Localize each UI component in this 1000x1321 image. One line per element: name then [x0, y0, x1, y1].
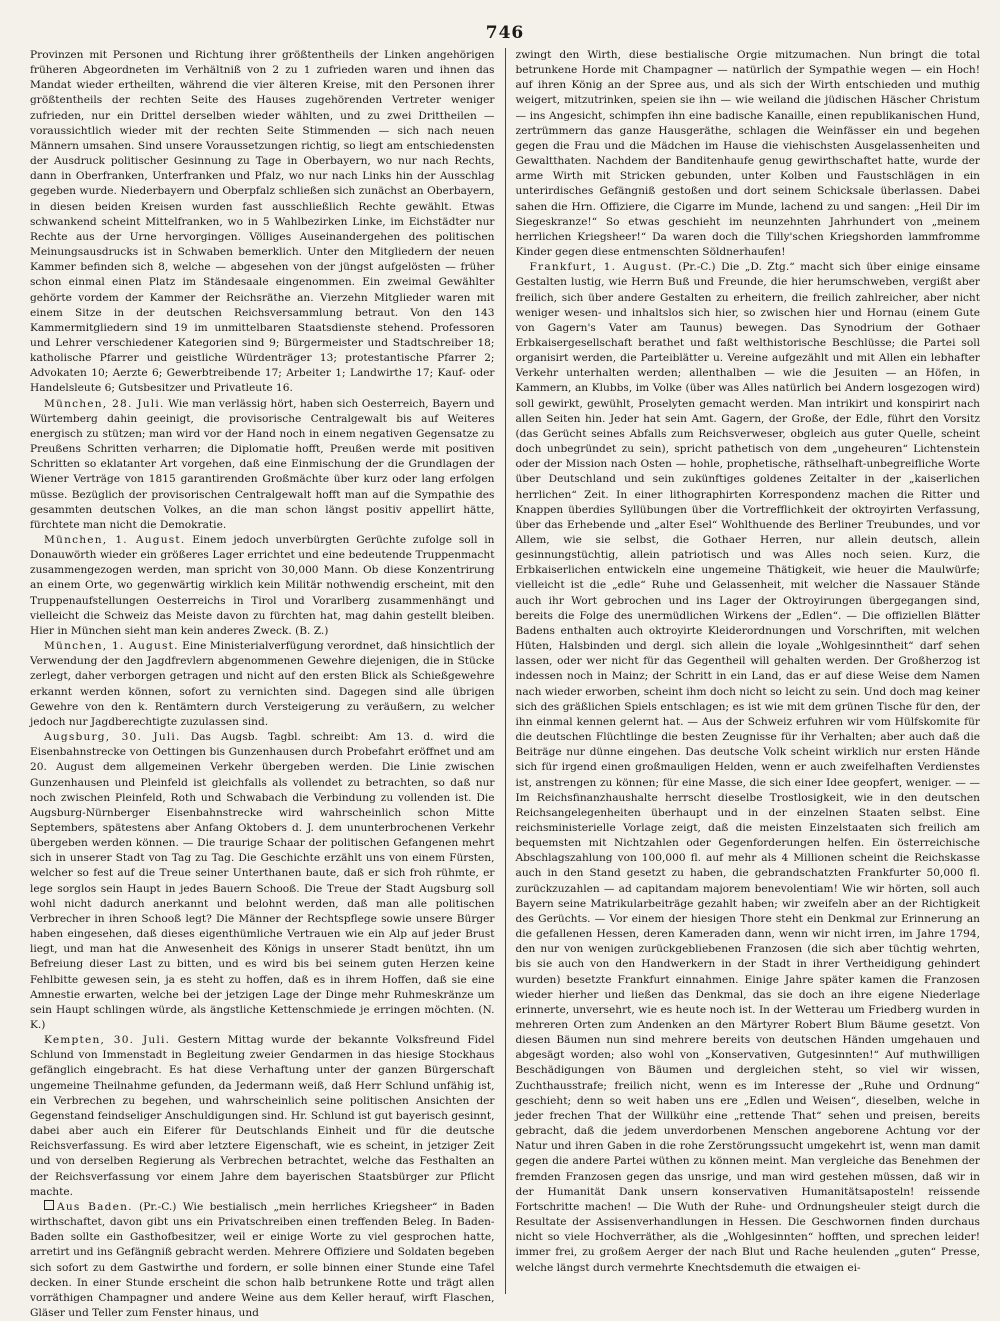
- article-paragraph: [30, 730, 495, 1033]
- right-column: [506, 48, 981, 1294]
- article-paragraph: [516, 48, 981, 260]
- article-paragraph: [30, 48, 495, 397]
- article-text: (Pr.-C.) Wie bestialisch „mein herrliches Kriegsheer“ in Baden wirthschaftet, davon gibt uns ein Privatschreiben einen treffenden Beleg. In Baden-Baden sollte ein Gasthofbesitzer, weil er einige Worte zu viel gesprochen hatte, arretirt und ins Gefängniß gebracht werden. Mehrere Offiziere und Soldaten begeben sich sofort zu dem Gastwirthe und fordern, er solle binnen einer Stunde eine Tafel decken. In einer Stunde erscheint die schon halb betrunkene Rotte und trägt allen vorräthigen Champagner und andere Weine aus dem Keller herauf, wirft Flaschen, Gläser und Teller zum Fenster hinaus, und: [30, 1200, 495, 1319]
- article-paragraph: [30, 533, 495, 639]
- square-marker-icon: [44, 1200, 54, 1210]
- dateline: Frankfurt, 1. August.: [529, 261, 673, 274]
- dateline: München, 1. August.: [44, 640, 179, 653]
- article-text: Das Augsb. Tagbl. schreibt: Am 13. d. wird die Eisenbahnstrecke von Oettingen bis Gunzenhausen durch Probefahrt eröffnet und am 20. August dem allgemeinen Verkehr übergeben werden. Die Linie zwischen Gunzenhausen und Pleinfeld ist gleichfalls als vollendet zu betrachten, so daß nur noch zwischen Pleinfeld, Roth und Schwabach die Verbindung zu vollenden ist. Die Augsburg-Nürnberger Eisenbahnstrecke wird wahrscheinlich schon Mitte Septembers, spätestens aber Anfang Oktobers d. J. dem ununterbrochenen Verkehr übergeben werden können. — Die traurige Schaar der politischen Gefangenen mehrt sich in unserer Stadt von Tag zu Tag. Die Geschichte erzählt uns von einem Fürsten, welcher so fest auf die Treue seiner Unterthanen baute, daß er sich froh rühmte, er lege sorglos sein Haupt in jedes Bauern Schooß. Die Treue der Stadt Augsburg soll wohl nicht dadurch anerkannt und belohnt werden, daß man alle politischen Verbrecher in ihren Schooß legt? Die Männer der Rechtspflege sowie unsere Bürger haben eingesehen, daß dieses eigenthümliche Vertrauen wie ein Alp auf jeder Brust liegt, und man hat die Anwesenheit des Königs in unserer Stadt benützt, ihn um Befreiung dieser Last zu bitten, und es wird bis bei seinem guten Herzen keine Fehlbitte gewesen sein, ja es steht zu hoffen, daß es in ihrem Hoffen, daß sie eine Amnestie erwarten, welche bei der jetzigen Lage der Dinge mehr Ruhmeskränze um sein Haupt schlingen würde, als ängstliche Kettenschmiede je erringen möchten. (N. K.): [30, 731, 495, 1031]
- article-text: Wie man verlässig hört, haben sich Oesterreich, Bayern und Würtemberg dahin geeinigt, die provisorische Centralgewalt bis auf Weiteres energisch zu stützen; man wird vor der Hand noch in einem negativen Gegensatze zu Preußens Schritten verharren; die Diplomatie hofft, Preußen werde mit positiven Schritten so eklatanter Art vorgehen, daß eine Einmischung der die Grundlagen der Wiener Verträge von 1815 garantirenden Großmächte über kurz oder lang erfolgen müsse. Bezüglich der provisorischen Centralgewalt hofft man auf die Sympathie des gesammten deutschen Volkes, an die man schon längst positiv appellirt hätte, fürchtete man nicht die Demokratie.: [30, 397, 495, 531]
- article-text: Provinzen mit Personen und Richtung ihrer größtentheils der Linken angehörigen früheren Abgeordneten im Verhältniß von 2 zu 1 zufrieden waren und ihnen das Mandat wieder ertheilten, während die vier älteren Kreise, mit den Personen ihrer größtentheils der rechten Seite des Hauses zugehörenden Vertreter weniger zufrieden, nur ein Drittel derselben wieder wählten, und zu zwei Drittheilen — voraussichtlich wieder mit der rechten Seite Stimmenden — sich nach neuen Männern umsahen. Sind unsere Voraussetzungen richtig, so liegt am entschiedensten der Ausdruck politischer Gesinnung zu Tage in Oberbayern, wo nur nach Rechts, dann in Oberfranken, Unterfranken und Pfalz, wo nur nach Links hin der Ausschlag gegeben wurde. Niederbayern und Oberpfalz schließen sich zunächst an Oberbayern, in diesen beiden Kreisen wurden fast ausschließlich Rechte gewählt. Etwas schwankend scheint Mittelfranken, wo in 5 Wahlbezirken Linke, im Eichstädter nur Rechte aus der Urne hervorgingen. Völliges Auseinandergehen des politischen Meinungsausdrucks ist in Schwaben bemerklich. Unter den Mitgliedern der neuen Kammer befinden sich 8, welche — abgesehen von der jüngst aufgelösten — früher schon einmal einen Platz im Ständesaale eingenommen. Ein zweimal Gewählter gehörte vordem der Kammer der Reichsräthe an. Vierzehn Mitglieder waren mit einem Sitze in der deutschen Reichsversammlung betraut. Von den 143 Kammermitgliedern sind 19 im unmittelbaren Staatsdienste stehend. Professoren und Lehrer verschiedener Kategorien sind 9; Bürgermeister und Stadtschreiber 18; katholische Pfarrer und geistliche Würdenträger 13; protestantische Pfarrer 2; Advokaten 10; Aerzte 6; Gewerbtreibende 17; Arbeiter 1; Landwirthe 17; Kauf- oder Handelsleute 6; Gutsbesitzer und Privatleute 16.: [30, 49, 495, 395]
- article-text: Eine Ministerialverfügung verordnet, daß hinsichtlich der Verwendung der den Jagdfrevlern abgenommenen Gewehre diejenigen, die in Stücke zerlegt, daher verborgen getragen und nicht auf den ersten Blick als Schießgewehre erkannt werden können, sofort zu vernichten sind. Dagegen sind alle übrigen Gewehre von den k. Rentämtern durch Versteigerung zu veräußern, zu welcher jedoch nur Jagdberechtigte zuzulassen sind.: [30, 640, 495, 728]
- dateline: Augsburg, 30. Juli.: [44, 731, 181, 744]
- article-paragraph: [30, 639, 495, 730]
- article-text: (Pr.-C.) Die „D. Ztg.“ macht sich über einige einsame Gestalten lustig, wie Herrn Buß und Freunde, die hier herumschweben, vergißt aber freilich, sich über andere Gestalten zu erheitern, die freilich zahlreicher, aber nicht weniger wesen- und inhaltslos sich hier, so zwischen hier und Hornau (einem Gute von Gagern's Vater am Taunus) bewegen. Das Synodrium der Gothaer Erbkaisergesellschaft berathet und faßt welthistorische Beschlüsse; die Partei soll organisirt werden, die Parteiblätter u. Vereine aufgezählt und mit Allen ein lebhafter Verkehr unterhalten werden; allenthalben — wie die Jesuiten — an Höfen, in Kammern, an Klubbs, im Volke (über was Alles natürlich bei Andern losgezogen wird) soll gewirkt, gewühlt, Proselyten gemacht werden. Man intrikirt und konspirirt nach allen Seiten hin. Jeder hat sein Amt. Gagern, der Große, der Edle, führt den Vorsitz (das Gerücht seines Abfalls zum Reichsverweser, obgleich aus guter Quelle, scheint doch unbegründet zu sein), spricht pathetisch von dem „ungeheuren“ Lichtenstein oder der Mission nach Osten — hohle, prophetische, räthselhaft-unbegreifliche Worte über Deutschland und sein zukünftiges goldenes Zeitalter in der „kaiserlichen herrlichen“ Zeit. In einer lithographirten Korrespondenz machen die Ritter und Knappen überdies Syllübungen über die Vortrefflichkeit der oktroyirten Verfassung, über das Erhebende und „alter Esel“ Wohlthuende des Berliner Treubundes, und vor Allem, wie sie selbst, die Gothaer Herren, nur allein deutsch, allein gesinnungstüchtig, allein patriotisch und was Alles noch seien. Kurz, die Erbkaiserlichen entwickeln eine ungemeine Thätigkeit, wie heuer die Maulwürfe; vielleicht ist die „edle“ Ruhe und Gelassenheit, mit welcher die Nassauer Stände auch ihr Wort gebrochen und ins Lager der Oktroyirungen übergegangen sind, bereits die Folge des unermüdlichen Wirkens der „Edlen“. — Die offiziellen Blätter Badens enthalten auch oktroyirte Kleiderordnungen und Vorschriften, mit welchen Hüten, Halsbinden und dergl. sich allein die loyale „Wohlgesinntheit“ darf sehen lassen, oder wer nicht für das Gegentheil will gehalten werden. Der Großherzog ist indessen noch in Mainz; der Schritt in ein Land, das er auf diese Weise dem Namen nach wieder erworben, scheint ihm doch nicht so leicht zu sein. Und doch mag keiner sich des gräßlichen Spiels entschlagen; es ist wie mit dem grünen Tische für den, der ihn einmal kennen gelernt hat. — Aus der Schweiz erfuhren wir vom Hülfskomite für die deutschen Flüchtlinge die besten Zeugnisse für ihr Verhalten; aber auch daß die Beiträge nur dünne eingehen. Das deutsche Volk scheint wirklich nur ersten Hände sich für irgend einen großmauligen Helden, wenn er auch zweifelhaften Verdienstes ist, anstrengen zu können; für eine Masse, die sich einer Idee geopfert, weniger. — — Im Reichsfinanzhaushalte herrscht dieselbe Trostlosigkeit, wie in den deutschen Reichsangelegenheiten überhaupt und in der einzelnen Staaten selbst. Eine reichsministerielle Vorlage zeigt, daß die meisten Einzelstaaten sich freilich am bequemsten mit Nichtzahlen oder Gegenforderungen helfen. Ein österreichische Abschlagszahlung von 100,000 fl. auf mehr als 4 Millionen scheint die Reichskasse auch in den Stand gesetzt zu haben, die gebrandschatzten Frankfurter 50,000 fl. zurückzuzahlen — ad capitandam majorem benevolentiam! Wie wir hörten, soll auch Bayern seine Matrikularbeiträge gezahlt haben; wir zweifeln aber an der Richtigkeit des Gerüchts. — Vor einem der hiesigen Thore steht ein Denkmal zur Erinnerung an die gefallenen Hessen, deren Kameraden dann, wenn wir nicht irren, im Jahre 1794, den nur von wenigen zurückgebliebenen Franzosen (die sich aber tüchtig wehrten, bis sie auch von den Handwerkern in der Stadt in ihrer Vertheidigung gehindert wurden) besetzte Frankfurt einnahmen. Einige Jahre später kamen die Franzosen wieder hierher und ließen das Denkmal, das sie doch an ihre eigene Niederlage erinnerte, unversehrt, wie es heute noch ist. In der Wetterau um Friedberg wurden in mehreren Orten zum Andenken an den Märtyrer Robert Blum Bäume gesetzt. Von diesen Bäumen nun sind mehrere bereits von deutschen Händen umgehauen und abgesägt worden; also wohl von „Konservativen, Gutgesinnten!“ Auf muthwilligen Beschädigungen von Bäumen und dergleichen steht, so viel wir wissen, Zuchthausstrafe; freilich nicht, wenn es im Interesse der „Ruhe und Ordnung“ geschieht; denn so weit haben uns ere „Edlen und Weisen“, dieselben, welche in jeder frechen That der Willkühr eine „rettende That“ sehen und preisen, bereits gebracht, daß die jedem unverdorbenen Menschen angeborene Achtung vor der Natur und ihren Gaben in die rohe Zerstörungssucht umgekehrt ist, wenn man damit gegen die andere Partei wüthen zu können meint. Man vergleiche das Benehmen der fremden Franzosen gegen das unsrige, und man wird gestehen müssen, daß wir in der Humanität Dank unsern konservativen Humanitätsaposteln! reissende Fortschritte machen! — Die Wuth der Ruhe- und Ordnungsheuler steigt durch die Resultate der Assisenverhandlungen in Hessen. Die Geschwornen finden durchaus nicht so viele Hochverräther, als die „Wohlgesinnten“ hofften, und sprechen leider! immer frei, zu großem Aerger der nach Blut und Rache heulenden „guten“ Presse, welche längst durch vermehrte Knechtsdemuth die etwaigen ei-: [515, 261, 980, 1274]
- left-column: [30, 48, 505, 1319]
- article-paragraph: [30, 1200, 495, 1321]
- article-paragraph: [30, 397, 495, 533]
- article-text: Gestern Mittag wurde der bekannte Volksfreund Fidel Schlund von Immenstadt in Begleitung zweier Gendarmen in das hiesige Stockhaus gefänglich eingebracht. Es hat diese Verhaftung unter der ganzen Bürgerschaft ungemeine Theilnahme gefunden, da Jedermann weiß, daß Herr Schlund unfähig ist, ein Verbrechen zu begehen, und wahrscheinlich seine politischen Ansichten der Gegenstand feindseliger Anschuldigungen sind. Hr. Schlund ist gut bayerisch gesinnt, dabei aber auch ein Eiferer für Deutschlands Einheit und für die deutsche Reichsverfassung. Es wird aber letztere Eigenschaft, wie es scheint, in jetziger Zeit und von derselben Regierung als Verbrechen betrachtet, welche das Festhalten an der Reichsverfassung vor einem Jahre dem bayerischen Staatsbürger zur Pflicht machte.: [30, 1034, 495, 1198]
- page-number: 746: [485, 23, 525, 43]
- article-paragraph: [516, 260, 981, 1275]
- article-text: zwingt den Wirth, diese bestialische Orgie mitzumachen. Nun bringt die total betrunkene Horde mit Champagner — natürlich der Sympathie wegen — ein Hoch! auf ihren König an der Spree aus, und als sich der Wirth entschieden und muthig weigert, mitzutrinken, speien sie ihn — wie weiland die jüdischen Häscher Christum — ins Angesicht, schimpfen ihn eine badische Kanaille, einen republikanischen Hund, zertrümmern das ganze Hausgeräthe, schlagen die Weinfässer ein und begehen gegen die Frau und die Mädchen im Hause die viehischsten Ausgelassenheiten und Gewaltthaten. Nachdem der Banditenhaufe genug gewirthschaftet hatte, wurde der arme Wirth mit Stricken gebunden, unter Kolben und Faustschlägen in ein unterirdisches Gefängniß gestoßen und dort seinem Schicksale überlassen. Dabei sahen die Hrn. Offiziere, die Cigarre im Munde, lachend zu und sangen: „Heil Dir im Siegeskranze!“ So etwas geschieht im neunzehnten Jahrhundert von „meinem herrlichen Kriegsheer!“ Da waren doch die Tilly'schen Kriegshorden lammfromme Kinder gegen diese entmenschten Söldnerhaufen!: [515, 49, 980, 259]
- text-columns: [30, 48, 980, 1319]
- dateline: Aus Baden.: [57, 1200, 133, 1213]
- article-paragraph: [30, 1033, 495, 1200]
- dateline: Kempten, 30. Juli.: [44, 1034, 171, 1047]
- dateline: München, 28. Juli.: [44, 397, 165, 410]
- dateline: München, 1. August.: [44, 534, 186, 546]
- article-text: Einem jedoch unverbürgten Gerüchte zufolge soll in Donauwörth wieder ein größeres Lager errichtet und eine bedeutende Truppenmacht zusammengezogen werden, man spricht von 30,000 Mann. Ob diese Konzentrirung an einem Orte, wo gegenwärtig wirklich kein Militär nothwendig erscheint, mit den Truppenaufstellungen Oesterreichs in Tirol und Vorarlberg zusammenhängt und vielleicht die Schweiz das Meiste davon zu fürchten hat, mag dahin gestellt bleiben. Hier in München sieht man kein anderes Zweck. (B. Z.): [30, 534, 495, 637]
